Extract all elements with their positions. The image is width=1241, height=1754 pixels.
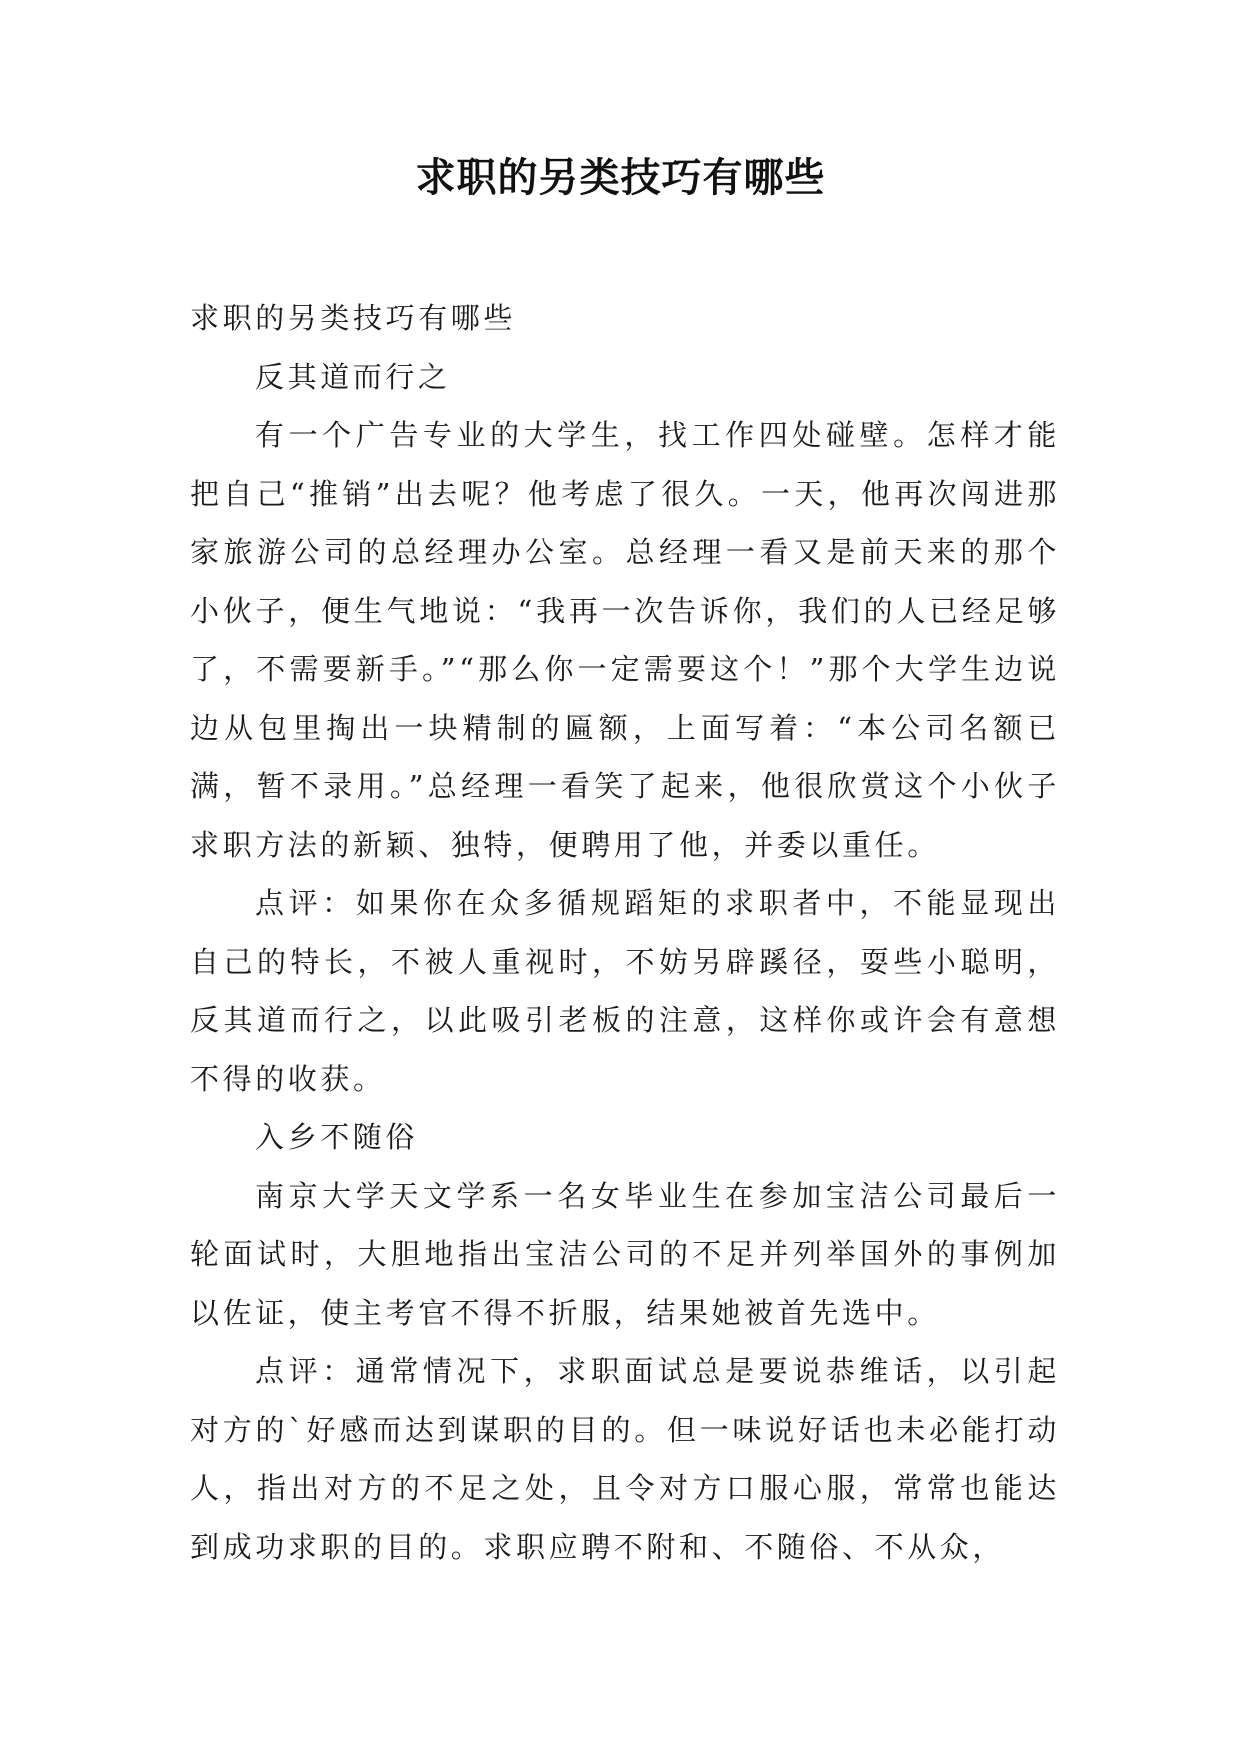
body-paragraph-comment-2: 点评：通常情况下，求职面试总是要说恭维话，以引起对方的`好感而达到谋职的目的。但一味说好话也未必能打动人，指出对方的不足之处，且令对方口服心服，常常也能达到成功求职的目的。求职应聘不附和、不随俗、不从众， [190, 1354, 1060, 1564]
body-paragraph-story-2: 南京大学天文学系一名女毕业生在参加宝洁公司最后一轮面试时，大胆地指出宝洁公司的不足并列举国外的事例加以佐证，使主考官不得不折服，结果她被首先选中。 [190, 1178, 1060, 1330]
document-title: 求职的另类技巧有哪些 [415, 154, 826, 201]
body-paragraph-story-1: 有一个广告专业的大学生，找工作四处碰壁。怎样才能把自己“推销”出去呢？他考虑了很久。一天，他再次闯进那家旅游公司的总经理办公室。总经理一看又是前天来的那个小伙子，便生气地说：“我再一次告诉你，我们的人已经足够了，不需要新手。”“那么你一定需要这个！”那个大学生边说边从包里掏出一块精制的匾额，上面写着：“本公司名额已满，暂不录用。”总经理一看笑了起来，他很欣赏这个小伙子求职方法的新颖、独特，便聘用了他，并委以重任。 [190, 418, 1060, 862]
body-paragraph-subtitle: 求职的另类技巧有哪些 [190, 301, 517, 335]
document-body [190, 289, 1060, 1576]
body-paragraph-comment-1: 点评：如果你在众多循规蹈矩的求职者中，不能显现出自己的特长，不被人重视时，不妨另辟蹊径，耍些小聪明，反其道而行之，以此吸引老板的注意，这样你或许会有意想不得的收获。 [190, 886, 1060, 1096]
section-heading-ruxiang: 入乡不随俗 [255, 1120, 419, 1154]
section-heading-fanqidao: 反其道而行之 [255, 359, 451, 394]
